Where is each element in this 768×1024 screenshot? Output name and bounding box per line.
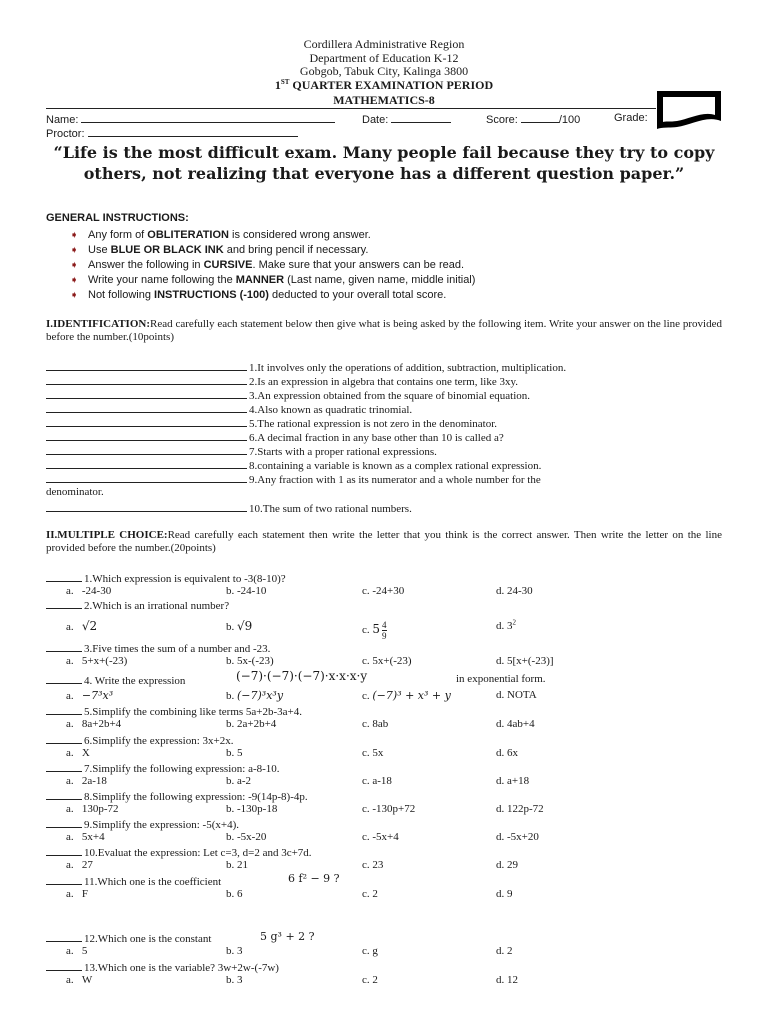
option-b: b. -130p-18: [226, 803, 278, 815]
date-blank[interactable]: [391, 112, 451, 123]
option-d: d. -5x+20: [496, 831, 539, 843]
option-a: a. 8a+2b+4: [66, 718, 122, 730]
answer-blank[interactable]: [46, 874, 82, 885]
identification-heading: I.IDENTIFICATION:: [46, 318, 151, 330]
arrow-bullet-icon: ➧: [70, 230, 79, 241]
option-b: b. 5: [226, 747, 243, 759]
mc-question[interactable]: 11.Which one is the coefficient: [46, 874, 221, 889]
option-d: d. 9: [496, 888, 513, 900]
name-field[interactable]: [46, 112, 335, 127]
option-c: c. -5x+4: [362, 831, 399, 843]
score-field[interactable]: [486, 112, 580, 127]
option-a: a. W: [66, 974, 93, 986]
multiple-choice-instructions: II.MULTIPLE CHOICE:Read carefully each statement then write the letter that you think is the correct answer. Then write the letter on the line provided before the number.(20points): [46, 529, 722, 554]
identification-item[interactable]: 4.Also known as quadratic trinomial.: [46, 402, 412, 417]
date-label: Date:: [362, 114, 389, 126]
arrow-bullet-icon: ➧: [70, 275, 79, 286]
option-a: a. -24-30: [66, 585, 112, 597]
option-b: b. √9: [226, 619, 253, 633]
mc-question[interactable]: 6.Simplify the expression: 3x+2x.: [46, 733, 234, 748]
score-label: Score:: [486, 114, 518, 126]
identification-item[interactable]: 9.Any fraction with 1 as its numerator and a whole number for the: [46, 472, 541, 487]
option-d: d. 2: [496, 945, 513, 957]
answer-blank[interactable]: [46, 472, 247, 483]
exam-ordinal: 1: [274, 78, 281, 92]
option-b: b. 3: [226, 974, 243, 986]
option-d: d. 24-30: [496, 585, 533, 597]
mc-question[interactable]: 13.Which one is the variable? 3w+2w-(-7w): [46, 960, 279, 975]
answer-blank[interactable]: [46, 733, 82, 744]
question-expression: 6 f² − 9 ?: [288, 872, 340, 885]
option-d: d. a+18: [496, 775, 530, 787]
option-c: c. g: [362, 945, 378, 957]
header-region: Cordillera Administrative Region: [303, 37, 465, 51]
option-b: b. 21: [226, 859, 248, 871]
proctor-field[interactable]: [46, 126, 298, 141]
mc-question[interactable]: 1.Which expression is equivalent to -3(8-10)?: [46, 571, 286, 586]
mc-question[interactable]: 4. Write the expression: [46, 673, 185, 688]
mc-question[interactable]: 10.Evaluat the expression: Let c=3, d=2 and 3c+7d.: [46, 845, 312, 860]
answer-blank[interactable]: [46, 571, 82, 582]
option-c: c. -24+30: [362, 585, 405, 597]
identification-item[interactable]: 7.Starts with a proper rational expressions.: [46, 444, 437, 459]
identification-item[interactable]: 1.It involves only the operations of addition, subtraction, multiplication.: [46, 360, 566, 375]
mc-question[interactable]: 5.Simplify the combining like terms 5a+2b-3a+4.: [46, 704, 302, 719]
option-d: d. 12: [496, 974, 518, 986]
grade-label: Grade:: [614, 112, 648, 124]
header-address: Gobgob, Tabuk City, Kalinga 3800: [299, 64, 469, 78]
option-d: d. 6x: [496, 747, 518, 759]
answer-blank[interactable]: [46, 458, 247, 469]
mc-question[interactable]: 12.Which one is the constant: [46, 931, 211, 946]
instruction-item: ➧ Not following INSTRUCTIONS (-100) deducted to your overall total score.: [70, 289, 447, 301]
answer-blank[interactable]: [46, 641, 82, 652]
mc-question[interactable]: 8.Simplify the following expression: -9(14p-8)-4p.: [46, 789, 308, 804]
mc-question[interactable]: 7.Simplify the following expression: a-8-10.: [46, 761, 280, 776]
name-blank[interactable]: [81, 112, 335, 123]
option-b: b. 2a+2b+4: [226, 718, 277, 730]
identification-instructions: I.IDENTIFICATION:Read carefully each statement below then give what is being asked by the following item. Write your answer on the line provided before the number.(10points): [46, 318, 722, 343]
answer-blank[interactable]: [46, 704, 82, 715]
answer-blank[interactable]: [46, 388, 247, 399]
identification-item[interactable]: 2.Is an expression in algebra that contains one term, like 3xy.: [46, 374, 518, 389]
answer-blank[interactable]: [46, 360, 247, 371]
option-a: a. F: [66, 888, 89, 900]
answer-blank[interactable]: [46, 598, 82, 609]
option-a: a. 5x+4: [66, 831, 105, 843]
exam-ordinal-sup: ST: [280, 78, 290, 86]
score-blank[interactable]: [521, 112, 559, 123]
answer-blank[interactable]: [46, 416, 247, 427]
instruction-item: ➧ Answer the following in CURSIVE. Make sure that your answers can be read.: [70, 259, 465, 271]
date-field[interactable]: [362, 112, 451, 127]
option-c: c. 5 $\frac{4}{9}$: [362, 620, 387, 641]
answer-blank[interactable]: [46, 960, 82, 971]
answer-blank[interactable]: [46, 845, 82, 856]
identification-item[interactable]: 6.A decimal fraction in any base other than 10 is called a?: [46, 430, 504, 445]
proctor-label: Proctor:: [46, 128, 85, 140]
motivational-quote: “Life is the most difficult exam. Many people fail because they try to copy others, not realizing that everyone has a different question paper.”: [53, 143, 715, 183]
mc-question[interactable]: 3.Five times the sum of a number and -23.: [46, 641, 270, 656]
proctor-blank[interactable]: [88, 126, 298, 137]
option-c: c. 5x+(-23): [362, 655, 412, 667]
identification-item[interactable]: 3.An expression obtained from the square of binomial equation.: [46, 388, 530, 403]
answer-blank[interactable]: [46, 931, 82, 942]
option-a: a. 5: [66, 945, 88, 957]
answer-blank[interactable]: [46, 817, 82, 828]
option-c: c. 2: [362, 888, 378, 900]
option-a: a. 27: [66, 859, 93, 871]
arrow-bullet-icon: ➧: [70, 290, 79, 301]
option-c: c. -130p+72: [362, 803, 416, 815]
option-b: b. 5x-(-23): [226, 655, 274, 667]
answer-blank[interactable]: [46, 374, 247, 385]
identification-item-cont: denominator.: [46, 486, 104, 498]
multiple-choice-heading: II.MULTIPLE CHOICE:: [46, 529, 168, 541]
subject-title: MATHEMATICS-8: [333, 93, 435, 107]
option-c: c. 23: [362, 859, 384, 871]
arrow-bullet-icon: ➧: [70, 260, 79, 271]
option-a: a. X: [66, 747, 90, 759]
header-department: Department of Education K-12: [309, 51, 459, 65]
option-b: b. -24-10: [226, 585, 267, 597]
question-text-post: in exponential form.: [456, 673, 546, 685]
answer-blank[interactable]: [46, 430, 247, 441]
instruction-item: ➧ Use BLUE OR BLACK INK and bring pencil if necessary.: [70, 244, 369, 256]
instruction-item: ➧ Write your name following the MANNER (Last name, given name, middle initial): [70, 274, 476, 286]
option-a: a. −7³x³: [66, 689, 114, 702]
option-c: c. (−7)³ + x³ + y: [362, 689, 451, 702]
question-expression: 5 g³ + 2 ?: [260, 930, 315, 943]
score-total: /100: [558, 114, 581, 126]
option-c: c. 5x: [362, 747, 384, 759]
option-a: a. √2: [66, 619, 98, 633]
option-b: b. a-2: [226, 775, 252, 787]
option-c: c. 2: [362, 974, 378, 986]
answer-blank[interactable]: [46, 402, 247, 413]
option-d: d. 29: [496, 859, 518, 871]
exam-title: [0, 79, 768, 92]
name-label: Name:: [46, 114, 79, 126]
option-d: d. 122p-72: [496, 803, 544, 815]
option-c: c. a-18: [362, 775, 392, 787]
option-d: d. 5[x+(-23)]: [496, 655, 554, 667]
instruction-item: ➧ Any form of OBLITERATION is considered wrong answer.: [70, 229, 371, 241]
answer-blank[interactable]: [46, 789, 82, 800]
answer-blank[interactable]: [46, 673, 82, 684]
answer-blank[interactable]: [46, 501, 247, 512]
option-a: a. 2a-18: [66, 775, 107, 787]
answer-blank[interactable]: [46, 444, 247, 455]
answer-blank[interactable]: [46, 761, 82, 772]
option-d: d. 4ab+4: [496, 718, 535, 730]
option-c: c. 8ab: [362, 718, 389, 730]
instructions-title: GENERAL INSTRUCTIONS:: [46, 212, 189, 224]
option-a: a. 130p-72: [66, 803, 119, 815]
grade-box[interactable]: [657, 91, 721, 131]
question-expression: (−7)·(−7)·(−7)·x·x·x·y: [236, 669, 368, 683]
exam-title-text: QUARTER EXAMINATION PERIOD: [289, 78, 494, 92]
header-rule: [46, 108, 656, 109]
option-a: a. 5+x+(-23): [66, 655, 128, 667]
option-b: b. 3: [226, 945, 243, 957]
mc-question[interactable]: 2.Which is an irrational number?: [46, 598, 229, 613]
identification-item[interactable]: 10.The sum of two rational numbers.: [46, 501, 412, 516]
identification-item[interactable]: 5.The rational expression is not zero in the denominator.: [46, 416, 497, 431]
option-d: d. NOTA: [496, 689, 537, 701]
arrow-bullet-icon: ➧: [70, 245, 79, 256]
mc-question[interactable]: 9.Simplify the expression: -5(x+4).: [46, 817, 239, 832]
fraction: $\frac{4}{9}$: [382, 620, 387, 641]
option-b: b. -5x-20: [226, 831, 267, 843]
grade-field: [614, 112, 648, 125]
identification-item[interactable]: 8.containing a variable is known as a complex rational expression.: [46, 458, 541, 473]
option-b: b. 6: [226, 888, 243, 900]
option-d: d. $3^2$: [496, 618, 516, 632]
option-b: b. (−7)³x³y: [226, 689, 284, 702]
